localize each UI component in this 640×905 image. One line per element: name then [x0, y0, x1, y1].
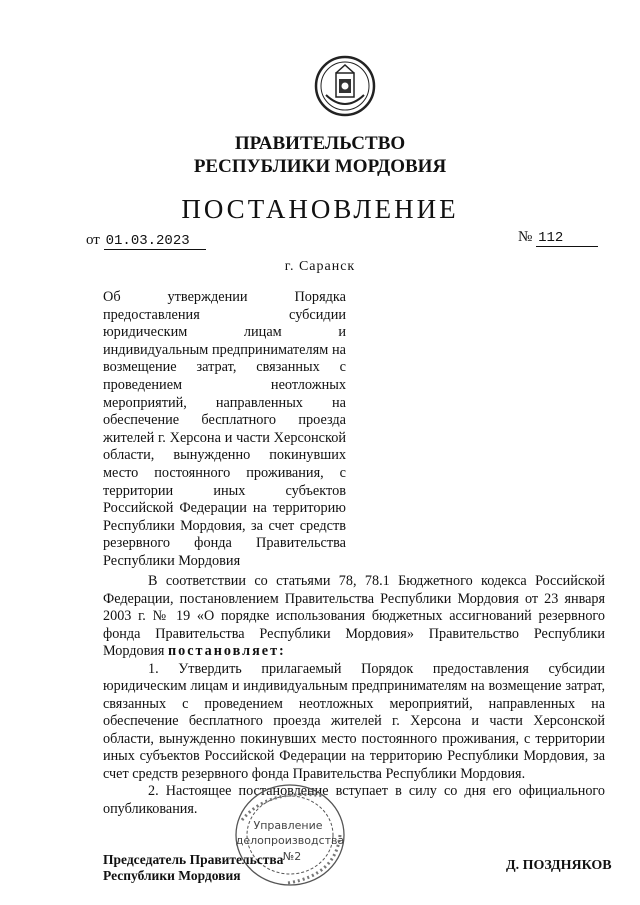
stamp-line3: №2: [282, 850, 302, 863]
document-type: ПОСТАНОВЛЕНИЕ: [181, 194, 459, 224]
signer-position-line1: Председатель Правительства: [103, 852, 284, 867]
date-value: 01.03.2023: [104, 233, 206, 250]
stamp-line1: Управление: [253, 819, 323, 832]
org-name-line1: ПРАВИТЕЛЬСТВО: [234, 133, 406, 154]
document-subject: Об утверждении Порядка предоставления субсидии юридическим лицам и индивидуальным предпринимателям на возмещение затрат, связанных с проведением неотложных мероприятий, направленных на обеспечение бесплатного проезда жителей г. Херсона и части Херсонской области, вынужденно покинувших место постоянного проживания, с территории иных субъектов Российской Федерации на территорию Республики Мордовия, за счет средств резервного фонда Правительства Республики Мордовия: [103, 289, 346, 569]
number-value: 112: [536, 230, 598, 247]
date-prefix: от: [86, 232, 100, 248]
coat-of-arms-emblem: [314, 55, 376, 117]
signer-position-line2: Республики Мордовия: [103, 868, 241, 883]
signer-position: [103, 852, 283, 884]
item-1: 1. Утвердить прилагаемый Порядок предоставления субсидии юридическим лицам и индивидуальным предпринимателям на возмещение затрат, связанных с проведением неотложных мероприятий, направленных на обеспечение бесплатного проезда жителей г. Херсона и части Херсонской области, вынужденно покинувших место постоянного проживания, с территории иных субъектов Российской Федерации на территорию Республики Мордовия, за счет средств резервного фонда Правительства Республики Мордовия.: [103, 660, 605, 782]
preamble-paragraph: [103, 573, 605, 661]
preamble-text: В соответствии со статьями 78, 78.1 Бюджетного кодекса Российской Федерации, постановлением Правительства Республики Мордовия от 23 января 2003 г. № 19 «О порядке использования бюджетных ассигнований резервного фонда Правительства Республики Мордовия» Правительство Республики Мордовия: [103, 573, 605, 659]
document-body: [103, 573, 605, 818]
city: г. Саранск: [284, 259, 356, 274]
stamp-line2: делопроизводства: [235, 834, 345, 847]
item-2: 2. Настоящее постановление вступает в силу со дня его официального опубликования.: [103, 783, 605, 817]
number-prefix: №: [518, 229, 533, 245]
government-title: [0, 132, 640, 178]
org-name-line2: РЕСПУБЛИКИ МОРДОВИЯ: [193, 156, 447, 177]
date-field: [86, 232, 206, 250]
number-field: [518, 229, 598, 247]
signer-name: Д. ПОЗДНЯКОВ: [506, 858, 612, 873]
decree-word: постановляет:: [167, 643, 286, 659]
